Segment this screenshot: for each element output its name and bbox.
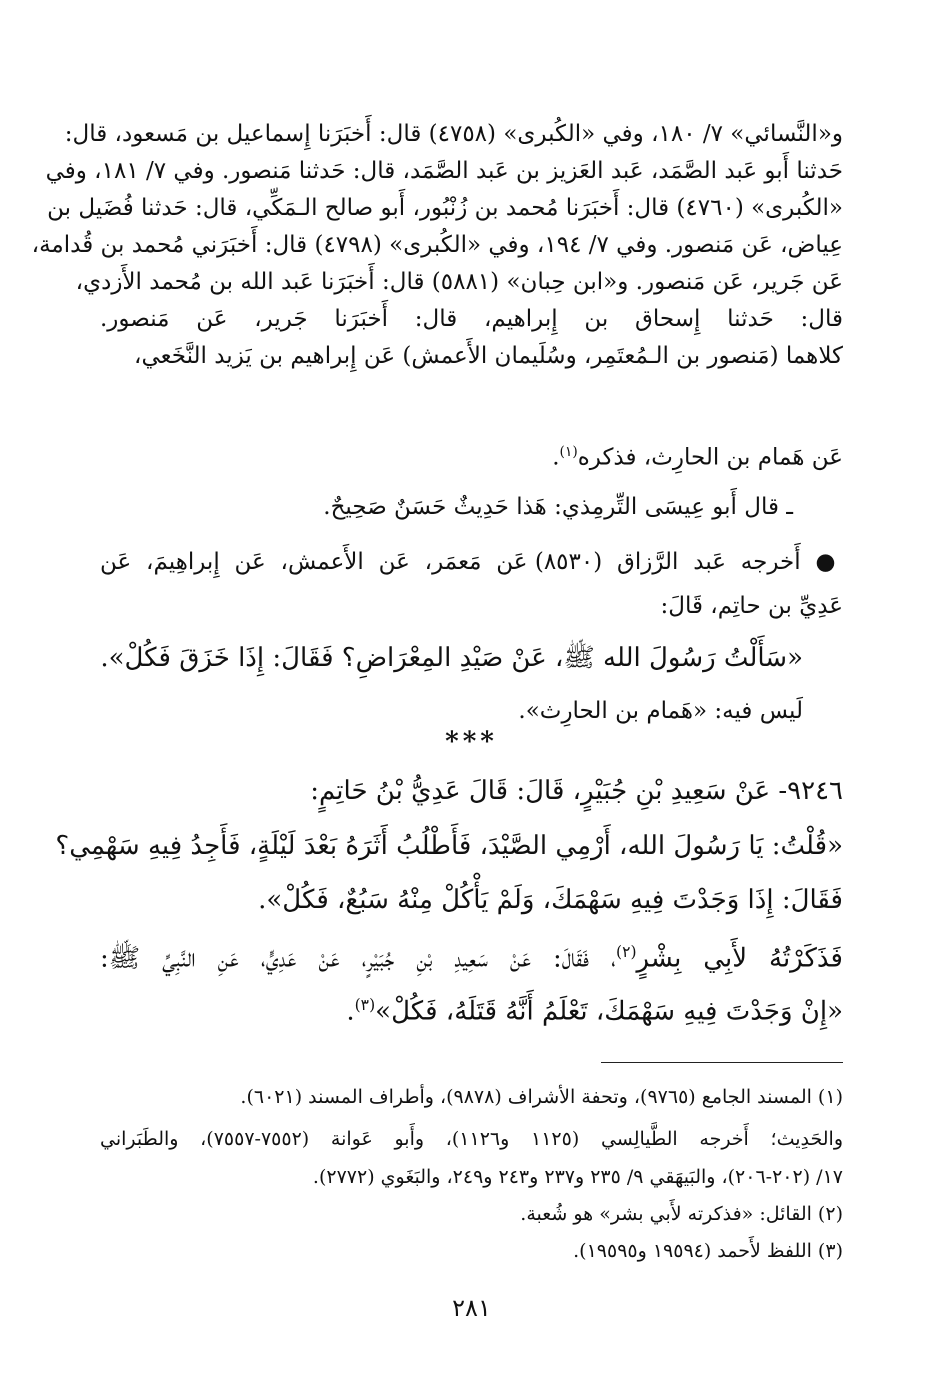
text-line-4: عِياض، عَن مَنصور. وفي ٧/ ١٩٤، وفي «الكُبرى» (٤٧٩٨) قال: أَخبَرَني مُحمد بن قُدامة، [31, 232, 843, 258]
text-line-9 [100, 435, 843, 475]
footnote-1-cont-a: والحَدِيث؛ أَخرجه الطَّيالِسي (١١٢٥ و١١٢٦)، وأَبو عَوانة (٧٥٥٢-٧٥٥٧)، والطَبَراني [100, 1128, 843, 1150]
text-line-7: كلاهما (مَنصور بن الـمُعتَمِر، وسُلَيمان الأَعمش) عَن إِبراهيم بن يَزيد النَّخَعي، [134, 343, 843, 369]
section-separator: *** [445, 727, 498, 757]
footnote-ref-3: (٣) [354, 996, 376, 1014]
text-line-1: و«النَّسائي» ٧/ ١٨٠، وفي «الكُبرى» (٤٧٥٨) قال: أَخبَرَنا إِسماعيل بن مَسعود، قال: [64, 121, 843, 147]
footnote-ref-2: (٢) [615, 943, 637, 961]
text-line-6: قال: حَدثنا إِسحاق بن إِبراهيم، قال: أَخبَرَنا جَرير، عَن مَنصور. [100, 306, 843, 332]
hadith-line-4 [100, 932, 843, 979]
footnote-1: (١) المسند الجامع (٩٧٦٥)، وتحفة الأشراف (٩٨٧٨)، وأطراف المسند (٦٠٢١). [240, 1086, 843, 1108]
footnote-ref-1: (١) [559, 444, 578, 460]
text-line-9-body: عَن هَمام بن الحارِث، فذكره [577, 444, 843, 471]
text-line-5: عَن جَرير، عَن مَنصور. و«ابن حِبان» (٥٨٨١) قال: أَخبَرَنا عَبد الله بن مُحمد الأَزدي، [75, 269, 843, 295]
footnote-divider [601, 1062, 843, 1063]
footnote-1-cont-b: ١٧/ (٢٠٢-٢٠٦)، والبَيهَقي ٩/ ٢٣٥ و٢٣٧ و٢٤٣ و٢٤٩، والبَغَوي (٢٧٧٢). [312, 1166, 843, 1188]
hadith-line-1: ٩٢٤٦- عَنْ سَعِيدِ بْنِ جُبَيْرٍ، قَالَ: قَالَ عَدِيُّ بْنُ حَاتِمٍ: [310, 776, 843, 806]
footnote-2: (٢) القائل: «فذكرته لأَبي بشر» هو شُعبة. [520, 1203, 843, 1225]
text-line-14: لَيس فيه: «هَمام بن الحارِث». [518, 698, 803, 724]
footnote-3: (٣) اللفظ لأَحمد (١٩٥٩٤ و١٩٥٩٥). [573, 1240, 843, 1262]
hadith-line-5 [100, 985, 843, 1032]
text-line-3: «الكُبرى» (٤٧٦٠) قال: أَخبَرَنا مُحمد بن زُنْبُور، أَبو صالح الـمَكِّي، قال: حَدثنا فُضَيل بن [47, 195, 843, 221]
text-line-12: عَدِيِّ بن حاتِم، قَالَ: [660, 593, 843, 619]
hadith-line-5-body: «إِنْ وَجَدْتَ فِيهِ سَهْمَكَ، تَعْلَمُ أَنَّهُ قَتَلَهُ، فَكُلْ» [375, 996, 843, 1027]
period: . [552, 444, 560, 471]
text-line-10: ـ قال أَبو عِيسَى التِّرمِذي: هَذا حَدِيثٌ حَسَنٌ صَحِيحٌ. [323, 494, 793, 520]
text-line-11: ● أَخرجه عَبد الرَّزاق (٨٥٣٠) عَن مَعمَر، عَن الأَعمش، عَن إِبراهِيمَ، عَن [100, 549, 843, 575]
hadith-line-4-end: ، فَقَالَ: عَنْ سَعِيدِ بْنِ جُبَيْرٍ، عَنْ عَدِيٍّ، عَنِ النَّبِيِّ ﷺ: [100, 943, 616, 974]
hadith-line-3: فَقَالَ: إِذَا وَجَدْتَ فِيهِ سَهْمَكَ، وَلَمْ يَأْكُلْ مِنْهُ سَبُعٌ، فَكُلْ». [258, 885, 843, 915]
hadith-line-4-start: فَذَكَرْتُهُ لأَبِي بِشْرٍ [636, 943, 843, 974]
text-line-2: حَدثنا أَبو عَبد الصَّمَد، عَبد العَزيز بن عَبد الصَّمَد، قال: حَدثنا مَنصور. وفي ٧/ ١٨١، وفي [45, 158, 843, 184]
page-number: ٢٨١ [452, 1294, 491, 1322]
text-line-13: «سَأَلْتُ رَسُولَ الله ﷺ، عَنْ صَيْدِ المِعْرَاضِ؟ فَقَالَ: إِذَا خَزَقَ فَكُلْ». [100, 643, 803, 673]
period: . [346, 996, 355, 1027]
hadith-line-2: «قُلْتُ: يَا رَسُولَ الله، أَرْمِي الصَّيْدَ، فَأَطْلُبُ أَثَرَهُ بَعْدَ لَيْلَةٍ، فَأَجِدُ فِيهِ سَهْمِي؟ [55, 831, 843, 861]
